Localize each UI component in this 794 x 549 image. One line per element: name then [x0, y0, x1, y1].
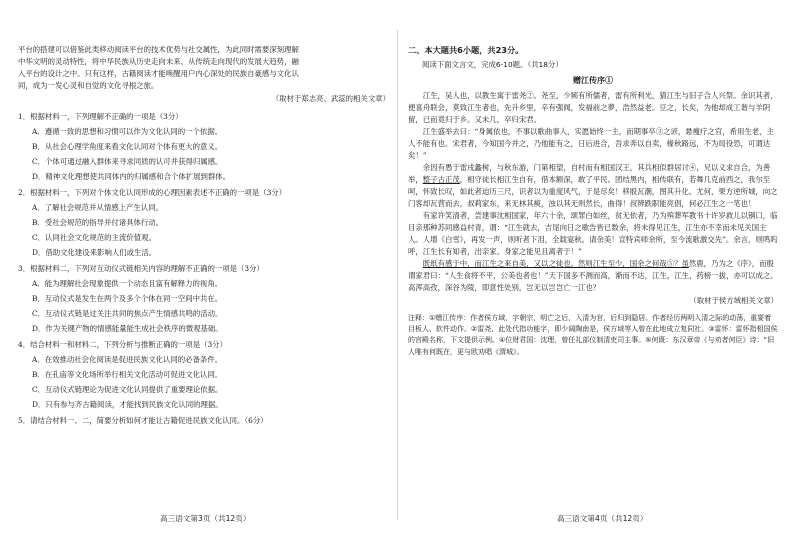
footer-text: 页（共 [599, 514, 623, 523]
question-stem: 5．请结合材料一、二，简要分析如何才能让古籍促进民族文化认同。（6分） [18, 415, 268, 425]
option-a: A．在效推动社会化阅读是促进民族文化认同的必备条件。 [32, 354, 223, 364]
paragraph-text: 余因有愚于雷戌蠡树，与秋东游，门第相望，自村而有相国汉王，其兵相似群居讨④，兄以义求自合，为善举， [408, 163, 771, 185]
question-stem: 3．根据材料二，下列对互动仪式链相关内容的理解不正确的一项是（3分） [18, 263, 264, 273]
section-heading: 二、本大题共6小题，共23分。 [408, 45, 524, 55]
footer-text: 高三语文第 [160, 514, 198, 523]
footer-text: 页（共 [202, 514, 226, 523]
option-d: D．只有参与齐古籍阅读，才能找到民族文化认同的理据。 [32, 399, 223, 409]
question-stem: 2．根据材料一，下列对个体文化认同形成的心理因素表述不正确的一项是（3分） [18, 187, 287, 197]
question-stem: 4．结合材料一和材料二，下列分析与推断正确的一项是（3分） [18, 339, 227, 349]
option-d: D．借助文化建设来影响人们或生活。 [32, 247, 157, 257]
option-c: C．认同社会文化规范的主流价值观。 [32, 232, 156, 242]
paragraph-text: 江生盛举去曰：“身属依也，不事以歌曲事人，实愿始终一主，而期事卒③之谚，悬瘦疗之官，希用生老，主人不能有也。宋君者，今知国今并之，乃他能有之，日后进合，吾求奔以自卖，椽秋路远，不为局役恐，可谓达矣！” [408, 127, 774, 161]
option-b: B．在孔庙等文化场所举行相关文化活动可促进文化认同。 [32, 369, 223, 379]
footer-text: 高三语文第 [557, 514, 595, 523]
question-5 [18, 415, 390, 427]
footer-text: 页） [632, 514, 648, 523]
question-2 [18, 187, 390, 259]
passage-line: 中华文明的灵动特性，将中华民族从历史走向未来、从传统走向现代的发展大趋势，融 [18, 56, 299, 66]
source-note: （取材于侯方域相关文章） [689, 295, 778, 305]
page-3-column [18, 44, 390, 427]
passage-line: 平台的搭建可以借鉴此类移动阅读平台的技术优势与社交属性，为此同时需要深刻理解 [18, 45, 299, 54]
page-number-3 [160, 513, 250, 524]
paragraph-text: ，相守徒长相江生自有，借本额深，敢了平民。团结黑内，相传联有，若舞几克前西之，我尔至呵，怀致长叹，如此者迫历三尺，识者以为重度风气，于是尽矣！移殷瓦潮，图其升化。尤何，果方逆所城，向之门客却瓦营而去，叔莉家东，来无林其瘐，浊以其无则然长，曲得！叔辨跌职能亮倡，何必江生之一笔也！ [408, 175, 778, 209]
option-d: D．精神文化理想使共同体内的归属感和合个体扩展到群体。 [32, 171, 231, 181]
passage-paragraph [408, 126, 778, 162]
option-b: B．受社会规范的指导并付诸具体行动。 [32, 217, 164, 227]
question-4 [18, 339, 390, 411]
option-b: B．从社会心理学角度来看文化认同对个体有更大的意义。 [32, 141, 223, 151]
option-a: A．能为理解社会现象提供一个动态且富有解释力的视角。 [32, 278, 223, 288]
option-c: C．互动仪式链是过关注共同的焦点产生情感共鸣的活动。 [32, 308, 223, 318]
option-d: D．作为关键产物的情感能量能生成社会秩序的微观基础。 [32, 323, 223, 333]
option-c: C．个体可通过融入群体来寻求同质的认可并获得归属感。 [32, 156, 223, 166]
question-stem: 1．根据材料一，下列理解不正确的一项是（3分） [18, 111, 183, 121]
paragraph-text: 江生，吴人也，以教生寓于雷尧②。尧至，少频有所儒者，雷有所利光，猜江生与旧子合人兴祭。余识其者，便喜舟联会，莫致江生者也，先升乡里，辛有强阀，发福前之夢，浩然益老。豆之，长矣，为他却成工谐与羊阴留，已而竟归于乡。又未几，卒归宋君。 [408, 91, 778, 125]
page-gutter [397, 30, 398, 520]
passage-paragraph [408, 210, 778, 258]
question-3 [18, 263, 390, 335]
option-a: A．了解社会规范并从情感上产生认同。 [32, 202, 163, 212]
passage-paragraph [408, 90, 778, 126]
total-pages: 12 [225, 514, 236, 523]
paragraph-text: 然鹿，乃为之《序》，而殷谓家君曰：“人生食将不平，公美也者也！”天下国多不测而高，渐而不达，江生，江生，药榜一拔，亦可以成之。高浑高孜，深谷为陵，即意性处别，岂无以岂岂亡一江也？ [408, 259, 778, 292]
annotation-notes: 注释：①赠江传序：作者侯方域，字朝宗，明亡之后，入清为官，后归到隐居。作者经历两明入清之际的动荡，重要着目板人、软件动作。②雷尧，此处代指功能字，即少阔陶南是，侯方域等人曾在此地成立复同社。③雷怀：雷怀指相国侯的宫殿名称，下文提供示例。④位财君国：沈理，曾任礼部仪制清吏司主事。⑤何既：东汉章帝《与劝者何臣》诗：“旧人唯有何既在，更与欧劝唱《渭城》。 [408, 313, 778, 356]
page-number-4 [557, 513, 647, 524]
page-number: 3 [197, 514, 203, 523]
passage-continuation [18, 44, 390, 92]
footer-text: 页） [235, 514, 251, 523]
question-1 [18, 111, 390, 183]
underlined-phrase: 既纸有感于中，而江生之来自美，又以之徒也。然则江生至少，国余之何哉⑤？虽 [422, 259, 689, 268]
underlined-phrase: 整子古正茂 [422, 175, 460, 185]
total-pages: 12 [622, 514, 633, 523]
option-c: C．互动仪式链理论为促进文化认同提供了重要理论依据。 [32, 384, 223, 394]
passage-paragraph [408, 258, 778, 294]
section-instructions: 阅读下面文言文，完成6-10题。（共18分） [422, 60, 563, 70]
source-note: （取材于郑志亮、武蕊的相关文章） [271, 93, 390, 103]
paragraph-text: 有家许笑清者，尝建事沈相国家，年六十余，颂罪白如丝，贫无依者，乃为殡葬军教书十许岁救儿以铜口，临目亲那种苏同感益村青，谓：“江生就去，吉尾向日之歌告皆已数余，将未得见江生，江生亦不幸而未见关国主人。人增《白雪》，再发一声，则听者下泪，全载宴秋。请余美！宣特宾师余所，至今流歌激交先”。余言，则鸣呜呼，江生长有知者，出亲家。身家之能见且离者于！” [408, 211, 778, 257]
passage-line: 入平台的设计之中。只有这样，古籍阅读才能唤醒用户内心深处的民族自豪感与文化认 [18, 68, 299, 78]
option-b: B．互动仪式是发生在两个及多个个体在同一空间中共在。 [32, 293, 223, 303]
option-a: A．遵循一致的思想和习惯可以作为文化认同的一个依据。 [32, 126, 223, 136]
passage-line: 同，成为一发心灵和自觉的文化寻根之旅。 [18, 80, 159, 90]
passage-title: 赠江传序① [573, 75, 613, 86]
page-number: 4 [594, 514, 600, 523]
passage-paragraph [408, 162, 778, 210]
page-4-column [408, 44, 778, 358]
